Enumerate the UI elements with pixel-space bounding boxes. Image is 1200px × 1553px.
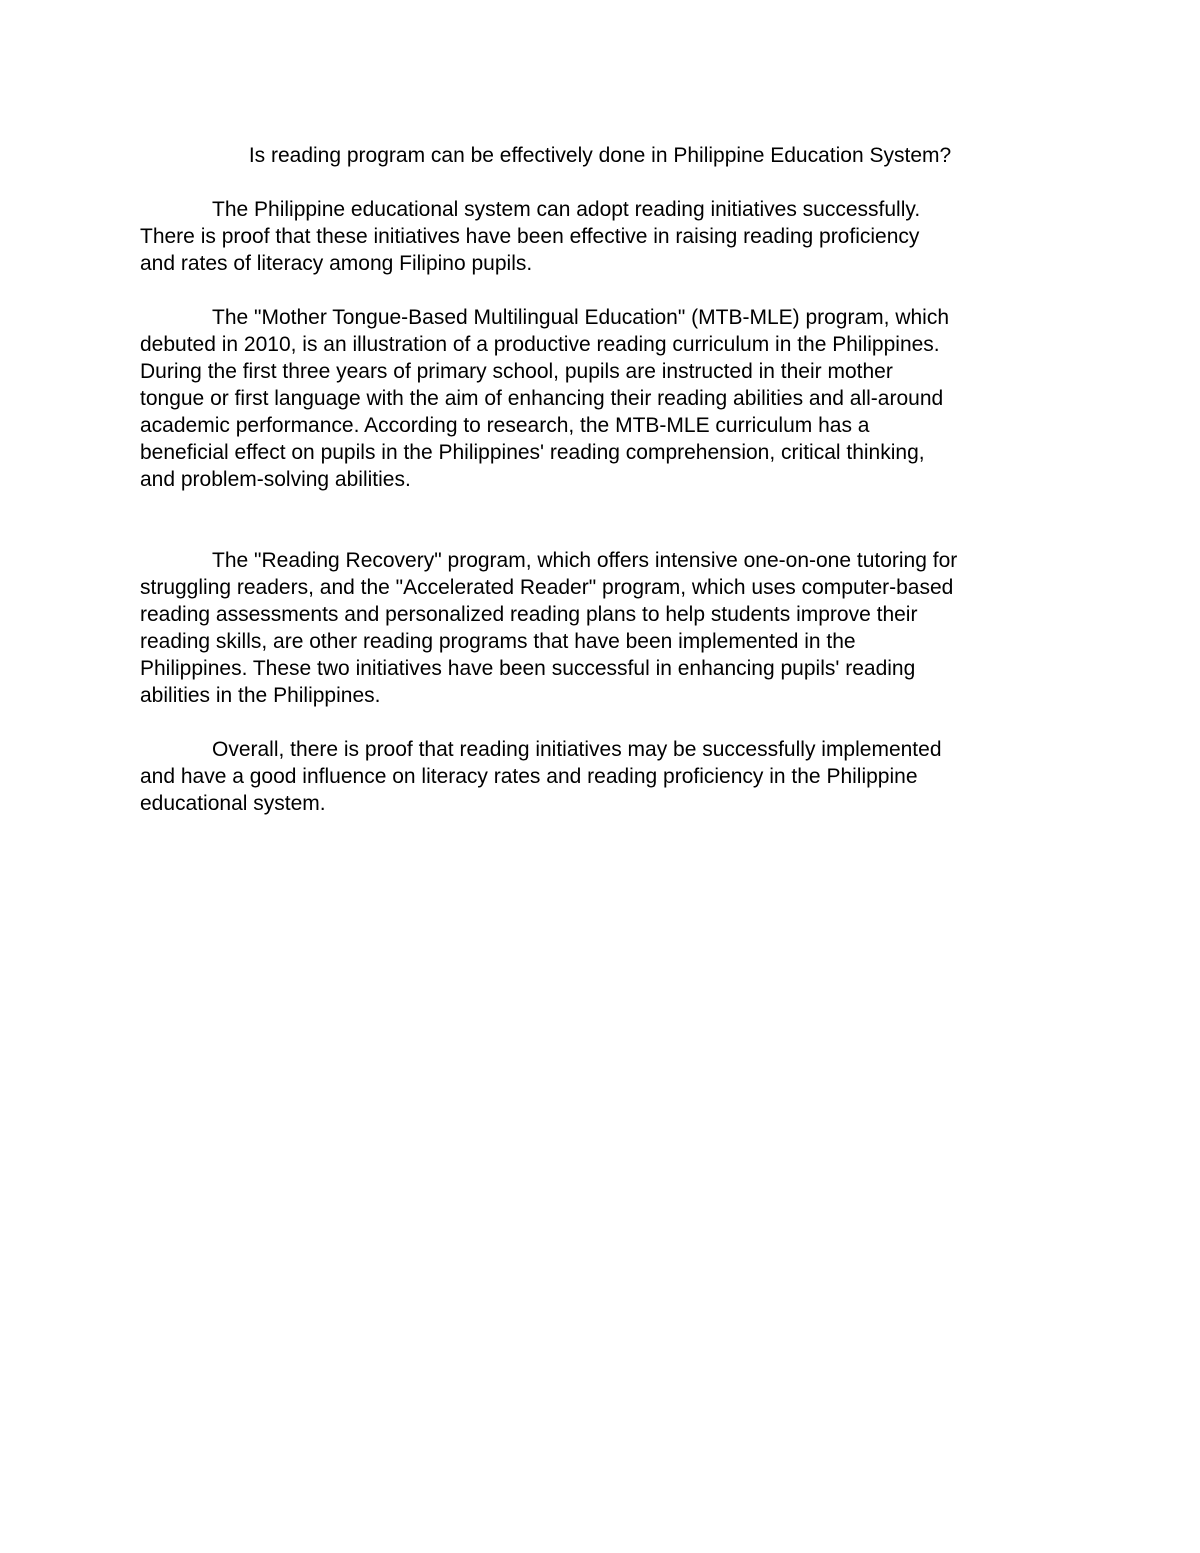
- paragraph-intro: [140, 196, 1060, 277]
- paragraph-line: reading skills, are other reading programs that have been implemented in the: [140, 630, 856, 653]
- paragraph-conclusion: [140, 736, 1060, 817]
- paragraph-line: The "Reading Recovery" program, which offers intensive one-on-one tutoring for: [212, 549, 958, 572]
- paragraph-mtb-mle: [140, 304, 1060, 493]
- paragraph-line: and have a good influence on literacy rates and reading proficiency in the Philippine: [140, 765, 918, 788]
- paragraph-line: Philippines. These two initiatives have been successful in enhancing pupils' reading: [140, 657, 916, 680]
- document-title: Is reading program can be effectively done in Philippine Education System?: [248, 144, 952, 167]
- paragraph-line: There is proof that these initiatives have been effective in raising reading proficiency: [140, 225, 920, 248]
- paragraph-line: struggling readers, and the "Accelerated Reader" program, which uses computer-based: [140, 576, 954, 599]
- paragraph-line: Overall, there is proof that reading initiatives may be successfully implemented: [212, 738, 942, 761]
- paragraph-line: reading assessments and personalized reading plans to help students improve their: [140, 603, 918, 626]
- paragraph-line: and problem-solving abilities.: [140, 468, 411, 491]
- paragraph-line: The "Mother Tongue-Based Multilingual Education" (MTB-MLE) program, which: [212, 306, 950, 329]
- paragraph-line: and rates of literacy among Filipino pupils.: [140, 252, 533, 275]
- paragraph-line: academic performance. According to research, the MTB-MLE curriculum has a: [140, 414, 870, 437]
- paragraph-other-programs: [140, 547, 1060, 709]
- paragraph-line: educational system.: [140, 792, 326, 815]
- paragraph-line: The Philippine educational system can adopt reading initiatives successfully.: [212, 198, 921, 221]
- paragraph-line: debuted in 2010, is an illustration of a productive reading curriculum in the Philippines.: [140, 333, 940, 356]
- paragraph-line: During the first three years of primary school, pupils are instructed in their mother: [140, 360, 893, 383]
- paragraph-line: beneficial effect on pupils in the Philippines' reading comprehension, critical thinking,: [140, 441, 925, 464]
- paragraph-line: abilities in the Philippines.: [140, 684, 381, 707]
- paragraph-line: tongue or first language with the aim of enhancing their reading abilities and all-around: [140, 387, 944, 410]
